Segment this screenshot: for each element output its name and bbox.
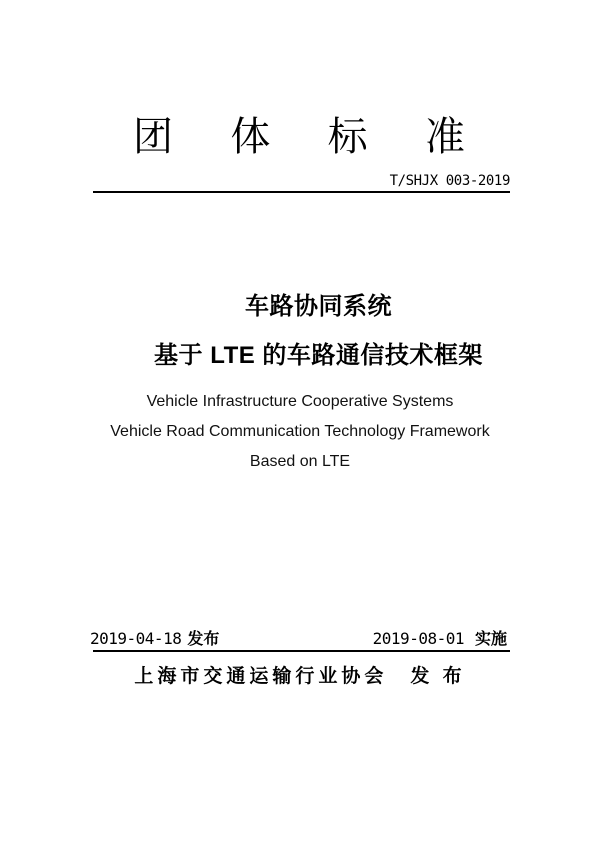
document-type-title xyxy=(133,112,465,162)
publisher-name: 上海市交通运输行业协会 xyxy=(134,666,388,687)
english-title-line3: Based on LTE xyxy=(249,453,351,470)
publisher-row xyxy=(0,665,600,689)
chinese-title-line1: 车路协同系统 xyxy=(245,293,392,320)
dates-row xyxy=(90,629,507,650)
implement-date-block xyxy=(373,629,507,650)
publish-date-block xyxy=(90,629,219,650)
header-rule xyxy=(93,191,510,193)
english-title-line1: Vehicle Infrastructure Cooperative Systems xyxy=(146,393,454,410)
implement-date-label: 实施 xyxy=(474,631,507,648)
english-title-line2: Vehicle Road Communication Technology Framework xyxy=(110,423,490,440)
title-char: 标 xyxy=(327,115,368,159)
implement-date: 2019-08-01 xyxy=(372,629,464,648)
issue-label: 发 布 xyxy=(410,666,466,687)
publish-date: 2019-04-18 xyxy=(90,629,182,648)
footer-rule xyxy=(93,650,510,652)
standard-number: T/SHJX 003-2019 xyxy=(389,173,510,189)
title-char: 体 xyxy=(230,115,271,159)
title-char: 准 xyxy=(424,115,465,159)
title-char: 团 xyxy=(133,115,173,159)
chinese-title-line2: 基于 LTE 的车路通信技术框架 xyxy=(154,342,483,369)
publish-date-label: 发布 xyxy=(187,631,220,648)
